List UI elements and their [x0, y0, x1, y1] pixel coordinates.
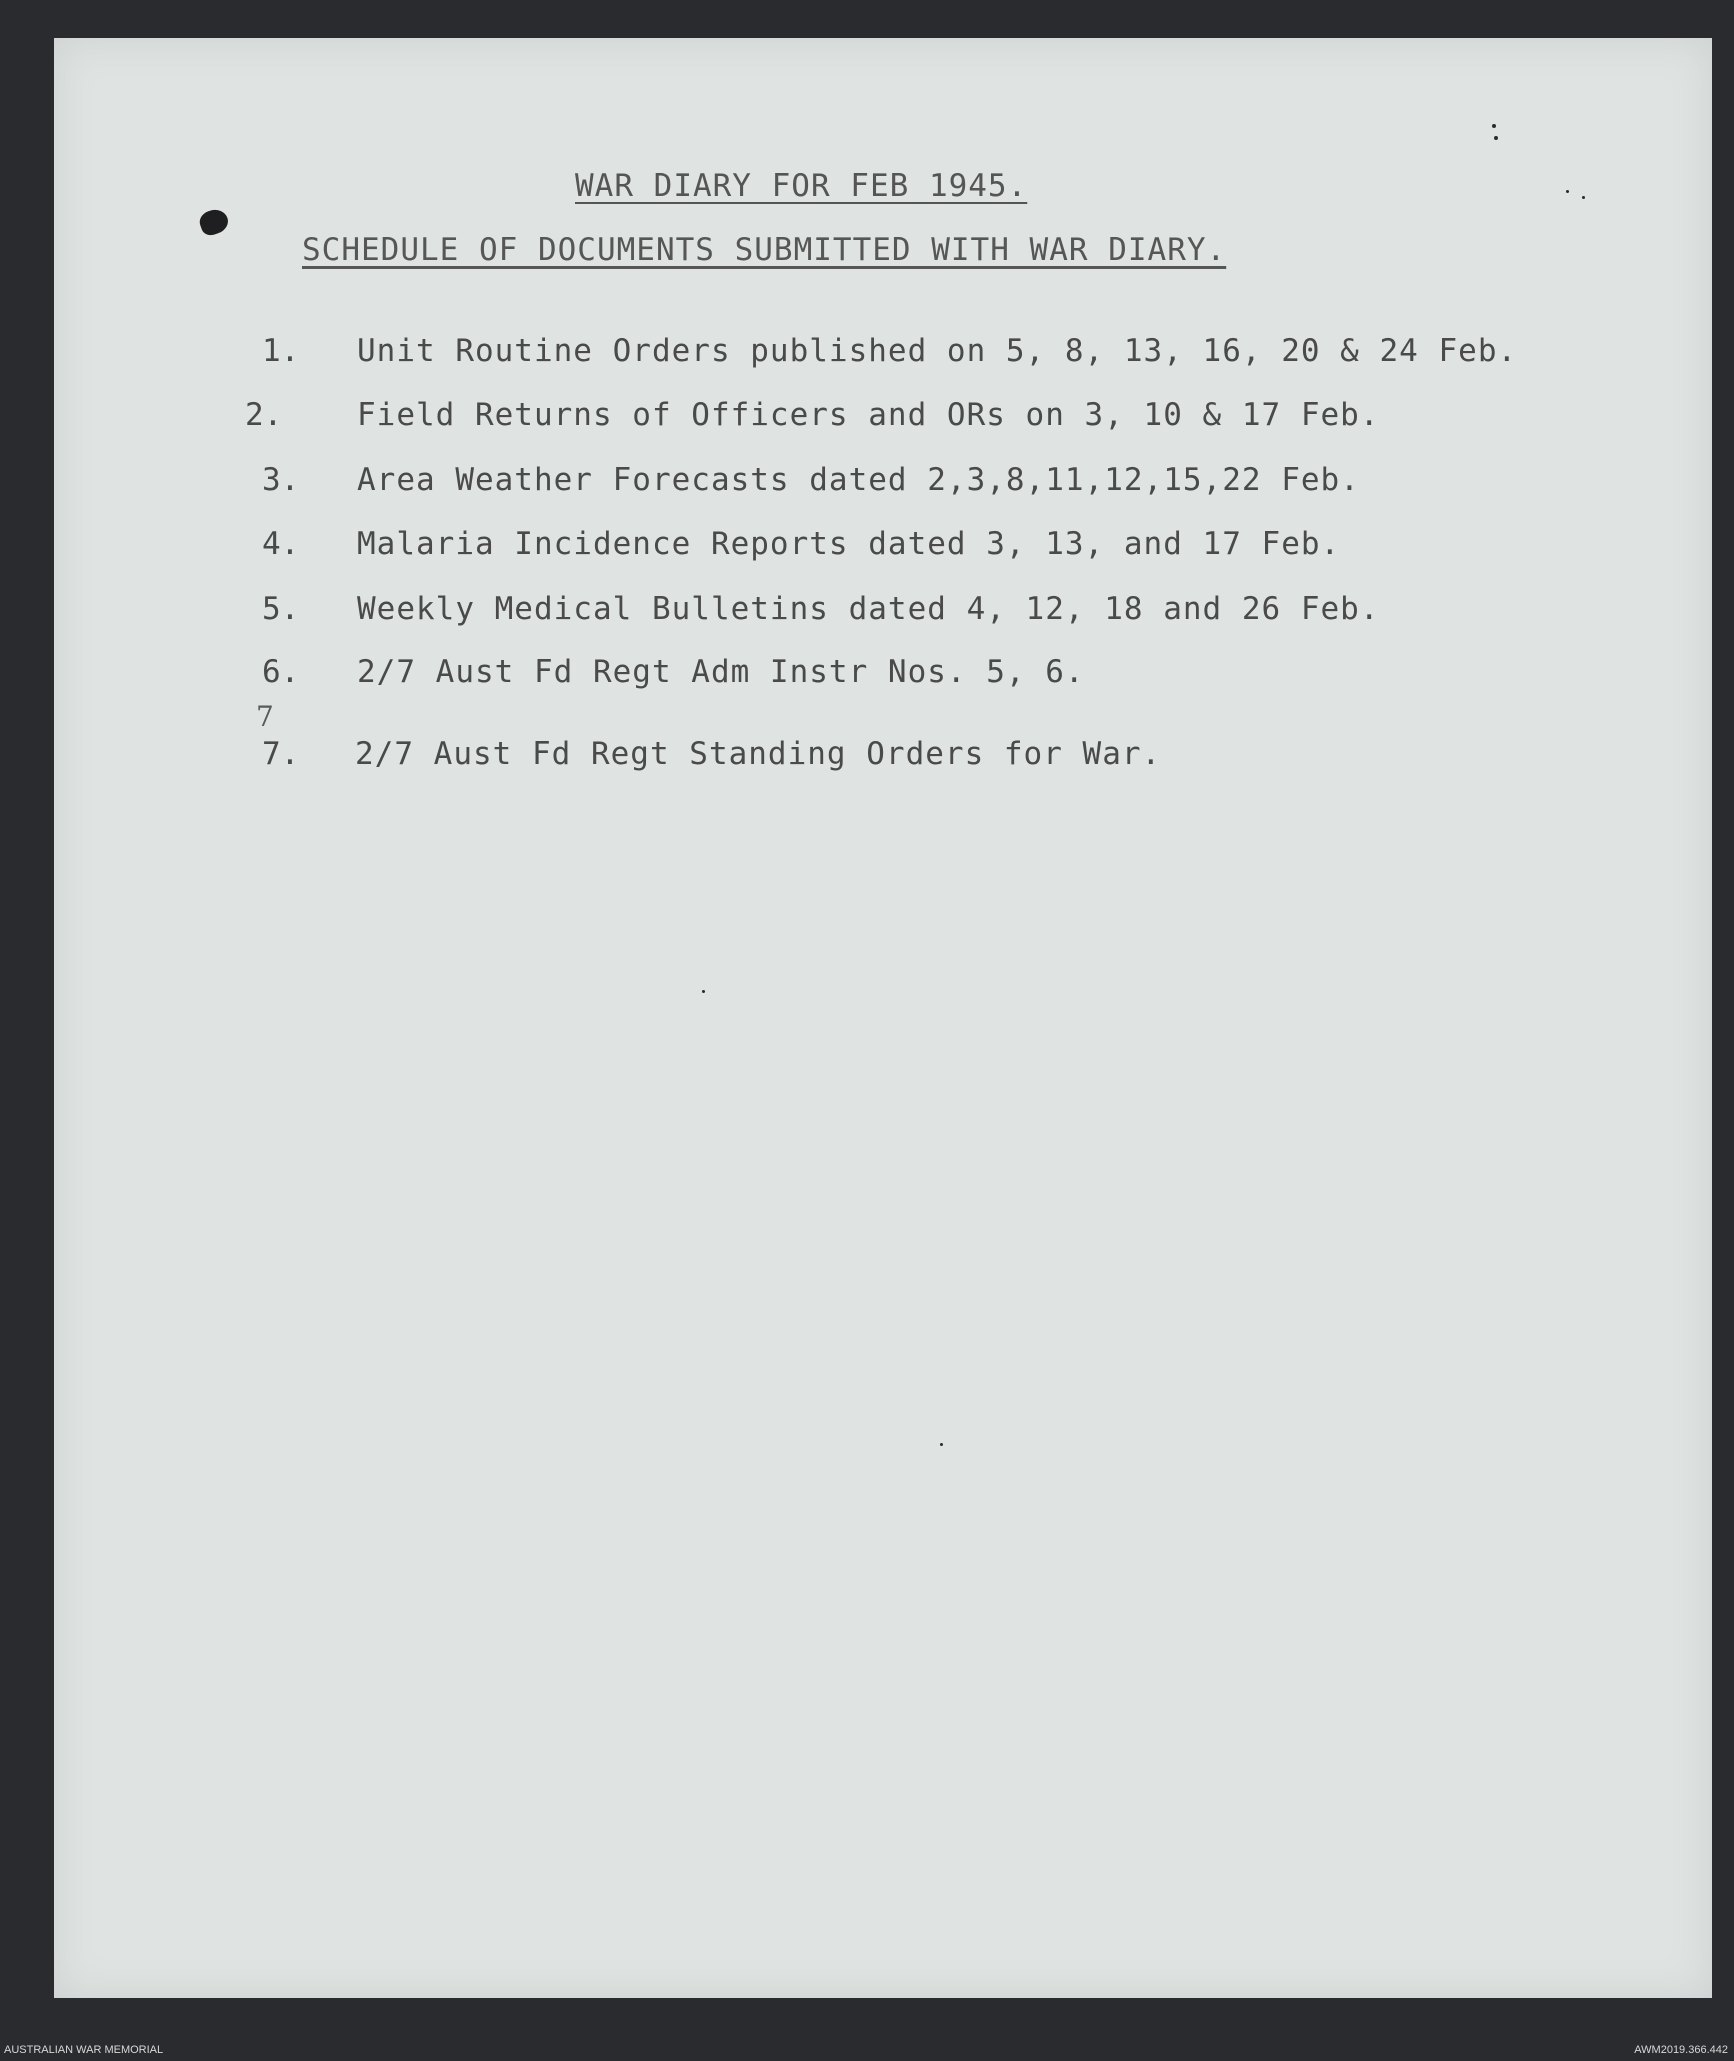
item-number: 3.: [262, 462, 300, 498]
handwritten-annotation: 7: [256, 700, 274, 733]
item-number: 2.: [245, 397, 283, 433]
item-number: 1.: [262, 333, 300, 369]
speck: [1492, 124, 1496, 128]
item-number: 7.: [262, 736, 300, 772]
footer-institution: AUSTRALIAN WAR MEMORIAL: [4, 2044, 164, 2056]
item-text: Malaria Incidence Reports dated 3, 13, and 17 Feb.: [357, 526, 1341, 562]
speck: [940, 1443, 943, 1446]
speck: [1494, 136, 1498, 140]
document-page: [54, 38, 1712, 1998]
item-text: Field Returns of Officers and ORs on 3, 10 & 17 Feb.: [357, 397, 1380, 433]
item-text: 2/7 Aust Fd Regt Standing Orders for War.: [355, 736, 1162, 772]
item-number: 4.: [262, 526, 300, 562]
speck: [702, 990, 705, 993]
item-number: 5.: [262, 591, 300, 627]
item-text: Weekly Medical Bulletins dated 4, 12, 18 and 26 Feb.: [357, 591, 1380, 627]
item-text: Area Weather Forecasts dated 2,3,8,11,12,15,22 Feb.: [357, 462, 1360, 498]
item-text: Unit Routine Orders published on 5, 8, 13, 16, 20 & 24 Feb.: [357, 333, 1518, 369]
item-number: 6.: [262, 654, 300, 690]
speck: [1566, 190, 1569, 193]
document-title: WAR DIARY FOR FEB 1945.: [575, 168, 1028, 204]
footer-reference: AWM2019.366.442: [1634, 2044, 1728, 2056]
document-subtitle: SCHEDULE OF DOCUMENTS SUBMITTED WITH WAR DIARY.: [302, 232, 1227, 268]
speck: [1582, 196, 1585, 199]
item-text: 2/7 Aust Fd Regt Adm Instr Nos. 5, 6.: [357, 654, 1085, 690]
